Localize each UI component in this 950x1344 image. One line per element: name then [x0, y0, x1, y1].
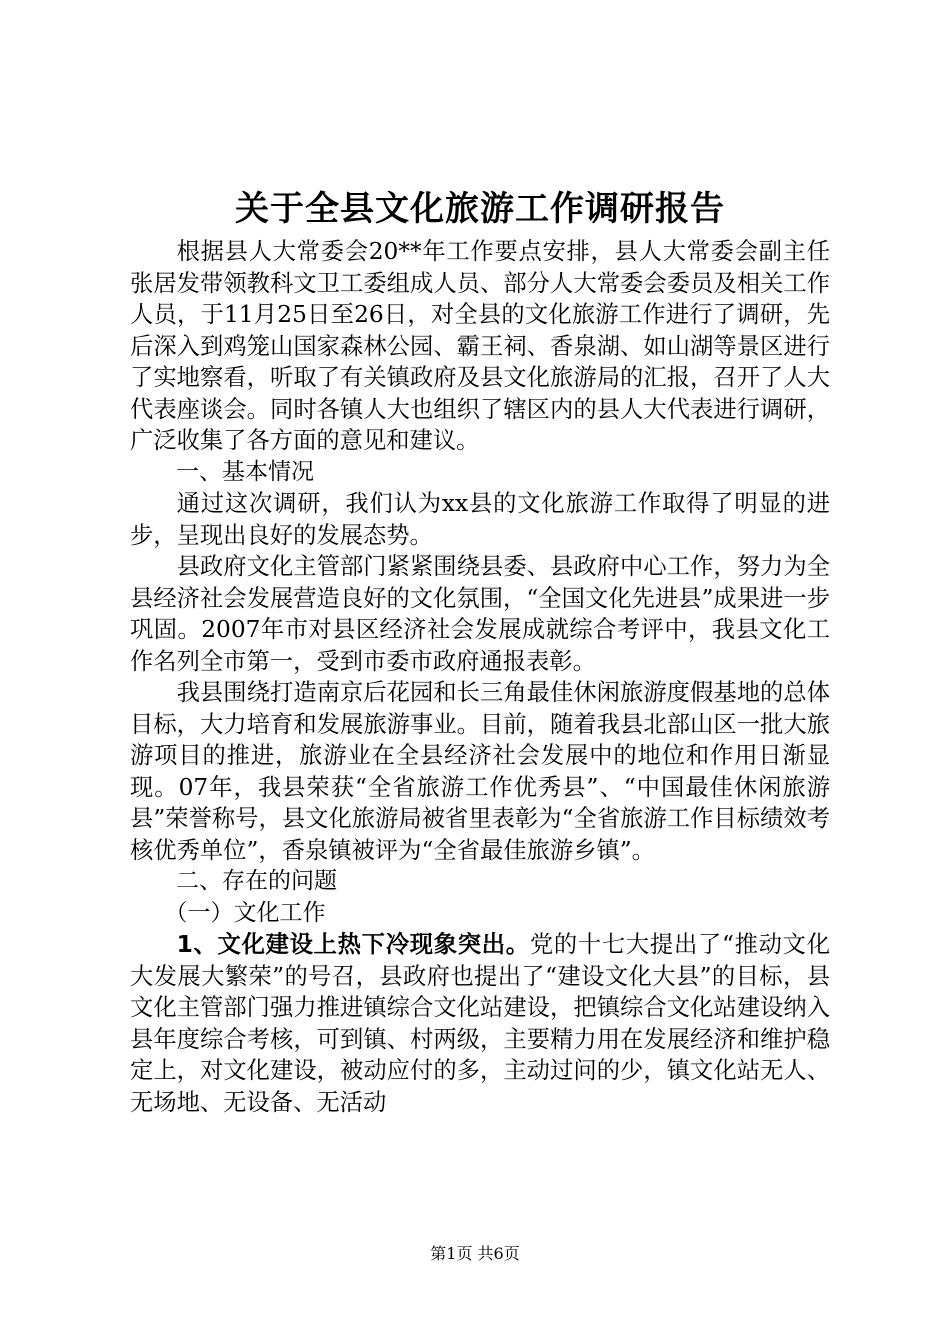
- basic-paragraph-2: 县政府文化主管部门紧紧围绕县委、县政府中心工作，努力为全县经济社会发展营造良好的文化氛围，“全国文化先进县”成果进一步巩固。2007年市对县区经济社会发展成就综合考评中，我县文化工作名列全市第一，受到市委市政府通报表彰。: [130, 553, 830, 675]
- section-heading-problems: 二、存在的问题: [176, 868, 337, 894]
- page-footer: 第1页 共6页: [430, 1244, 520, 1263]
- section-heading-basic: 一、基本情况: [176, 458, 314, 485]
- basic-paragraph-1: 通过这次调研，我们认为xx县的文化旅游工作取得了明显的进步，呈现出良好的发展态势。: [130, 490, 830, 549]
- basic-paragraph-3: 我县围绕打造南京后花园和长三角最佳休闲旅游度假基地的总体目标，大力培育和发展旅游事业。目前，随着我县北部山区一批大旅游项目的推进，旅游业在全县经济社会发展中的地位和作用日渐显现。07年，我县荣获“全省旅游工作优秀县”、“中国最佳休闲旅游县”荣誉称号，县文化旅游局被省里表彰为“全省旅游工作目标绩效考核优秀单位”，香泉镇被评为“全省最佳旅游乡镇”。: [130, 679, 830, 864]
- problem-item-1: [130, 929, 830, 1118]
- document-title: 关于全县文化旅游工作调研报告: [235, 189, 725, 229]
- problem-item-1-body: 党的十七大提出了“推动文化大发展大繁荣”的号召，县政府也提出了“建设文化大县”的目标，县文化主管部门强力推进镇综合文化站建设，把镇综合文化站建设纳入县年度综合考核，可到镇、村两级，主要精力用在发展经济和维护稳定上，对文化建设，被动应付的多，主动过问的少，镇文化站无人、无场地、无设备、无活动: [130, 931, 830, 1116]
- intro-paragraph: 根据县人大常委会20**年工作要点安排，县人大常委会副主任张居发带领教科文卫工委组成人员、部分人大常委会委员及相关工作人员，于11月25日至26日，对全县的文化旅游工作进行了调研，先后深入到鸡笼山国家森林公园、霸王祠、香泉湖、如山湖等景区进行了实地察看，听取了有关镇政府及县文化旅游局的汇报，召开了人大代表座谈会。同时各镇人大也组织了辖区内的县人大代表进行调研，广泛收集了各方面的意见和建议。: [130, 238, 830, 454]
- problem-item-1-lead: 1、文化建设上热下冷现象突出。: [176, 931, 530, 958]
- document-page: [130, 186, 830, 1118]
- subsection-heading-culture: （一）文化工作: [164, 899, 326, 926]
